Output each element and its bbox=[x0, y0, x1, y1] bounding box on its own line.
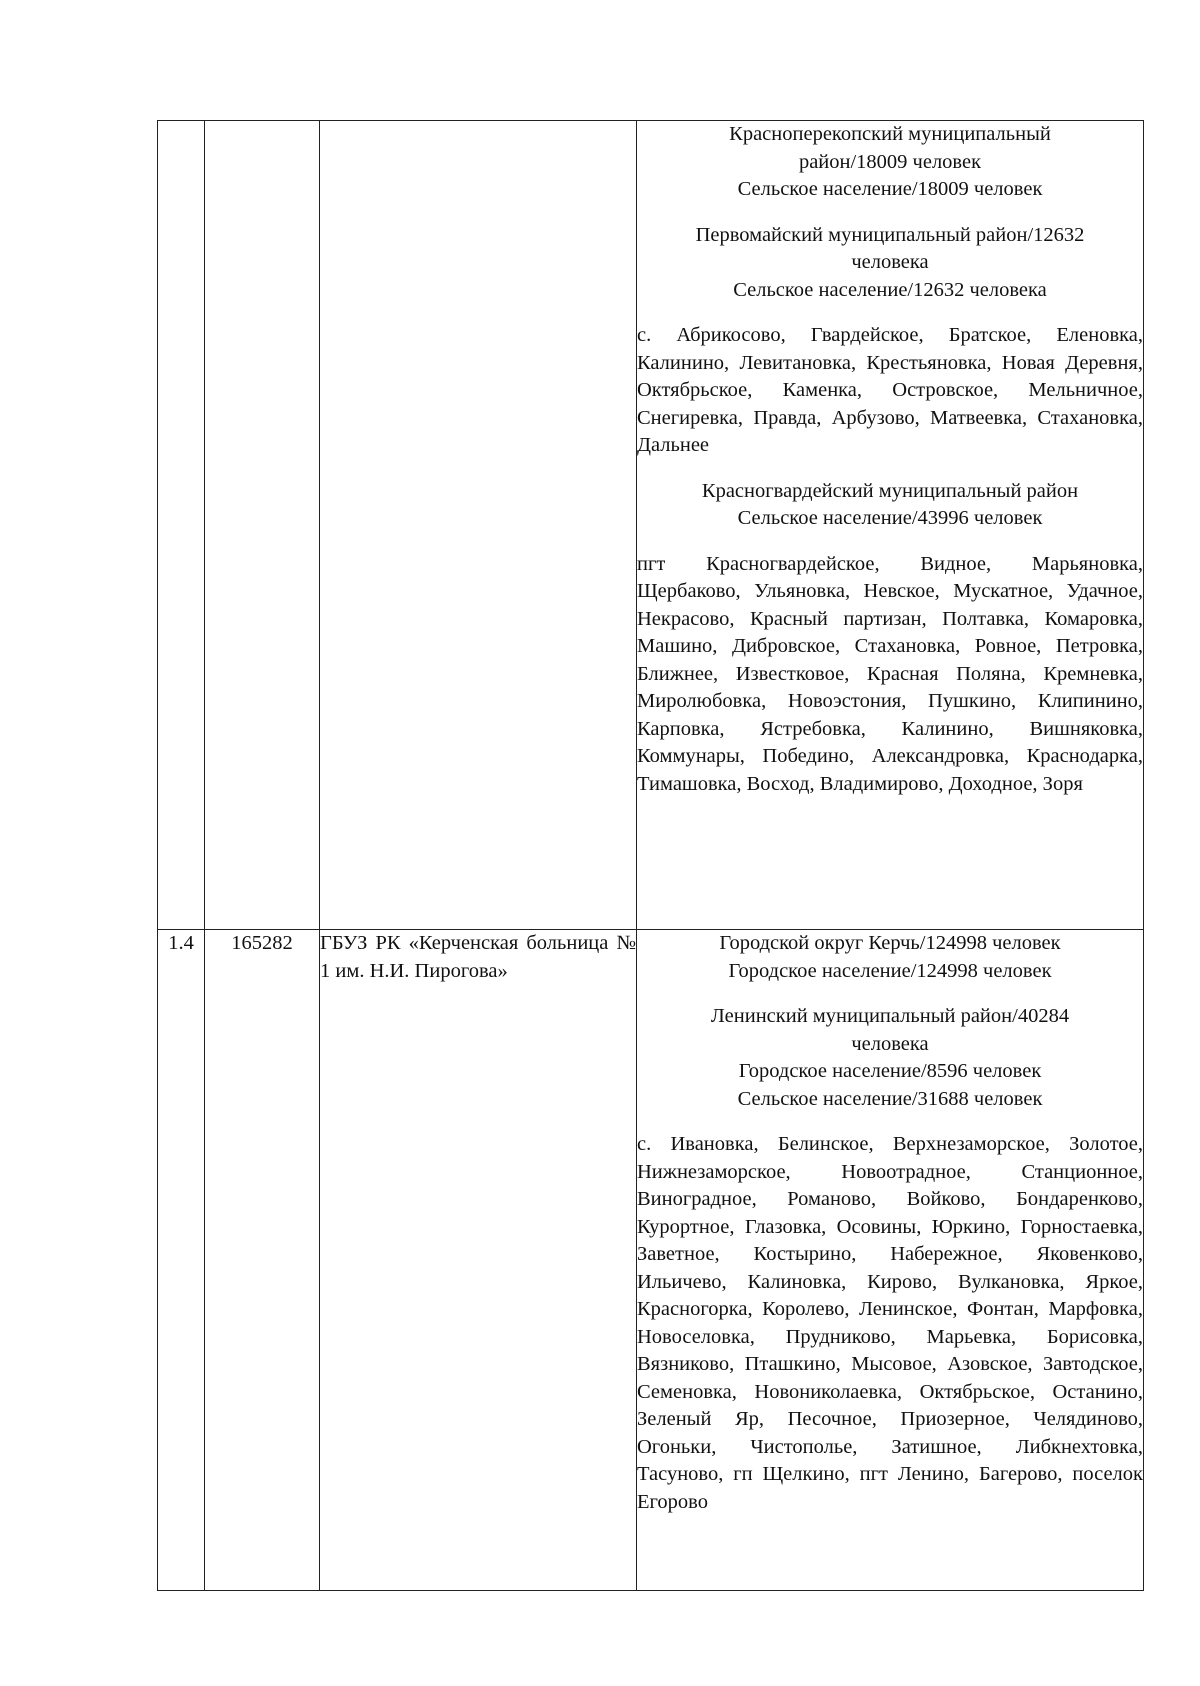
text-line: человека bbox=[851, 1032, 929, 1055]
district-block bbox=[637, 478, 1143, 533]
settlements-list: пгт Красногвардейское, Видное, Марьяновка, Щербаково, Ульяновка, Невское, Мускатное, Удачное, Некрасово, Красный партизан, Полтавка, Комаровка, Машино, Дибровское, Стахановка, Ровное, Петровка, Ближнее, Известковое, Красная Поляна, Кремневка, Миролюбовка, Новоэстония, Пушкино, Клипинино, Карповка, Ястребовка, Калинино, Вишняковка, Коммунары, Победино, Александровка, Краснодарка, Тимашовка, Восход, Владимирово, Доходное, Зоря bbox=[637, 552, 1143, 795]
row-number-cell: 1.4 bbox=[158, 930, 205, 1591]
table-row bbox=[158, 121, 1144, 930]
text-line: Красногвардейский муниципальный район bbox=[701, 479, 1079, 502]
text-line: район/18009 человек bbox=[798, 150, 982, 173]
territory-cell bbox=[637, 121, 1144, 930]
territory-table bbox=[157, 120, 1144, 1591]
text-line: Первомайский муниципальный район/12632 bbox=[695, 223, 1085, 246]
text-line: Городское население/8596 человек bbox=[738, 1060, 1042, 1082]
territory-cell bbox=[637, 930, 1144, 1591]
text-line: Ленинский муниципальный район/40284 bbox=[710, 1005, 1070, 1027]
text-line: Сельское население/12632 человека bbox=[733, 278, 1047, 301]
organization-cell bbox=[320, 121, 637, 930]
organization-cell: ГБУЗ РК «Керченская больница № 1 им. Н.И. Пирогова» bbox=[320, 930, 637, 1591]
row-code-cell: 165282 bbox=[205, 930, 320, 1591]
district-block bbox=[637, 930, 1143, 985]
text-line: Сельское население/43996 человек bbox=[737, 507, 1043, 529]
district-block bbox=[637, 1003, 1143, 1113]
row-code-cell bbox=[205, 121, 320, 930]
district-block bbox=[637, 121, 1143, 204]
text-line: Городское население/124998 человек bbox=[728, 959, 1052, 982]
settlements-list: с. Абрикосово, Гвардейское, Братское, Еленовка, Калинино, Левитановка, Крестьяновка, Новая Деревня, Октябрьское, Каменка, Островское, Мельничное, Снегиревка, Правда, Арбузово, Матвеевка, Стахановка, Дальнее bbox=[637, 324, 1143, 456]
text-line: Сельское население/18009 человек bbox=[737, 178, 1043, 200]
text-line: человека bbox=[851, 251, 929, 273]
text-line: Красноперекопский муниципальный bbox=[729, 123, 1051, 145]
table-row bbox=[158, 930, 1144, 1591]
text-line: Сельское население/31688 человек bbox=[737, 1087, 1043, 1110]
row-number-cell bbox=[158, 121, 205, 930]
text-line: Городской округ Керчь/124998 человек bbox=[719, 932, 1061, 954]
settlements-list: с. Ивановка, Белинское, Верхнезаморское, Золотое, Нижнезаморское, Новоотрадное, Станционное, Виноградное, Романово, Войково, Бондаренково, Курортное, Глазовка, Осовины, Юркино, Горностаевка, Заветное, Костырино, Набережное, Яковенково, Ильичево, Калиновка, Кирово, Вулкановка, Яркое, Красногорка, Королево, Ленинское, Фонтан, Марфовка, Новоселовка, Прудниково, Марьевка, Борисовка, Вязниково, Пташкино, Мысовое, Азовское, Завтодское, Семеновка, Новониколаевка, Октябрьское, Останино, Зеленый Яр, Песочное, Приозерное, Челядиново, Огоньки, Чистополье, Затишное, Либкнехтовка, Тасуново, гп Щелкино, пгт Ленино, Багерово, поселок Егорово bbox=[637, 1133, 1143, 1513]
district-block bbox=[637, 222, 1143, 305]
